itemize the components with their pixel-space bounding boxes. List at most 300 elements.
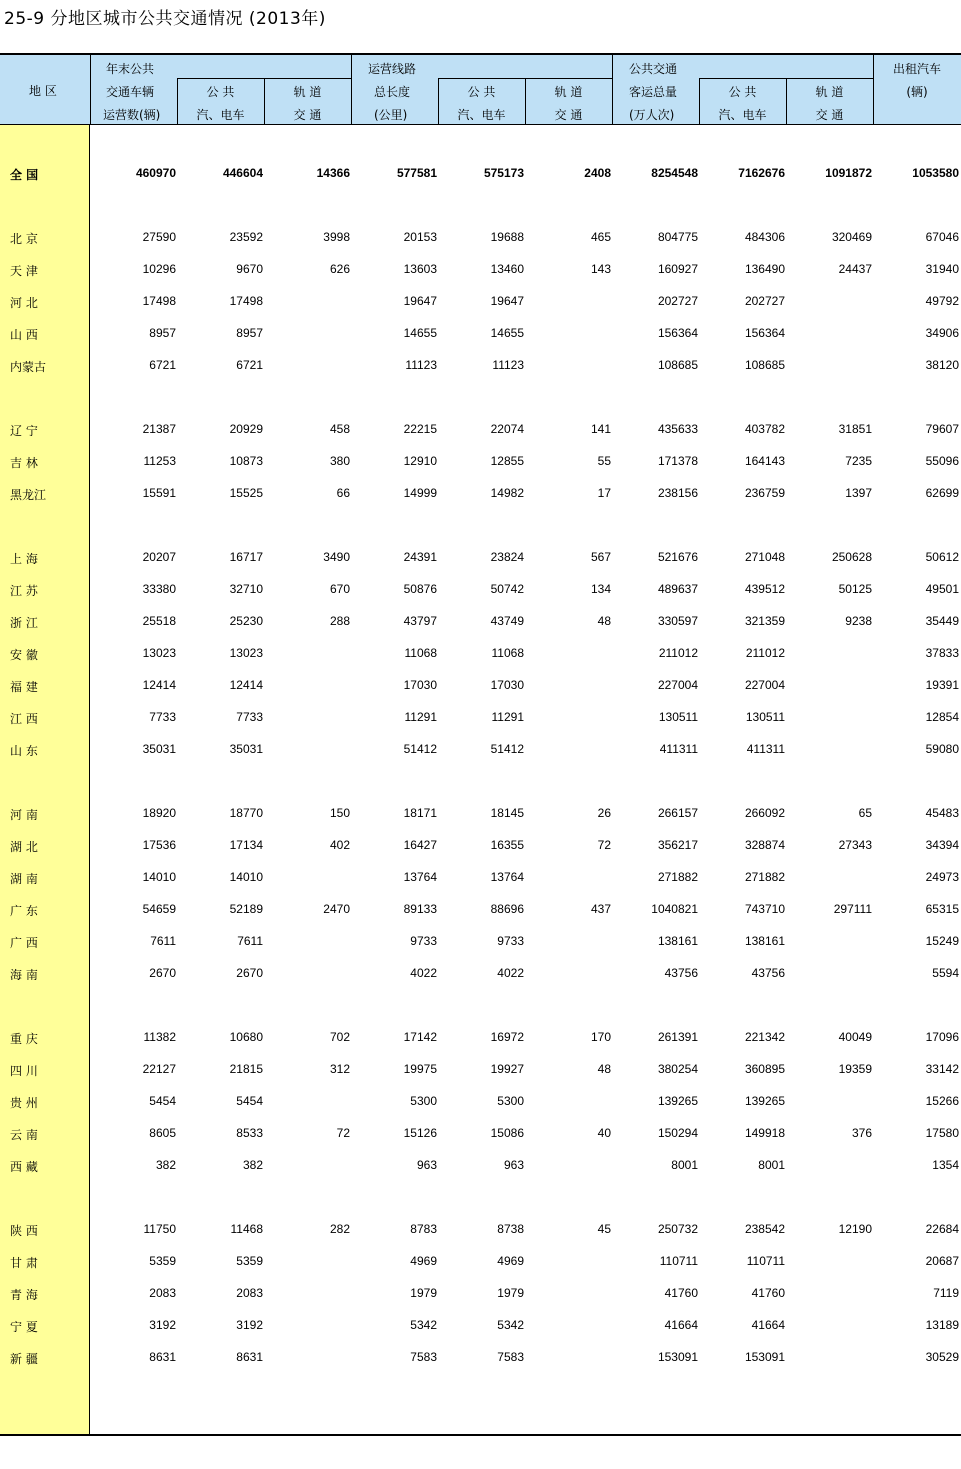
row-value: 743710: [744, 902, 785, 916]
row-region: 内蒙古: [10, 360, 47, 374]
row-value: 356217: [657, 838, 698, 852]
row-value: 14010: [229, 870, 263, 884]
row-value: 72: [597, 838, 611, 852]
row-region: 吉 林: [10, 456, 38, 470]
row-value: 9670: [236, 262, 263, 276]
row-value: 40049: [838, 1030, 872, 1044]
row-value: 15249: [925, 934, 959, 948]
row-value: 32710: [229, 582, 263, 596]
row-value: 626: [329, 262, 350, 276]
row-value: 5594: [932, 966, 959, 980]
row-value: 11253: [143, 454, 176, 468]
row-value: 1053580: [912, 166, 959, 180]
header-vehicles-rail-l2: 交 通: [293, 108, 322, 122]
row-value: 50876: [403, 582, 437, 596]
row-value: 11068: [404, 646, 437, 660]
row-value: 4969: [410, 1254, 437, 1268]
row-value: 5300: [410, 1094, 437, 1108]
row-value: 13603: [403, 262, 437, 276]
header-vehicles-line1: 年末公共: [106, 62, 155, 76]
row-value: 10873: [229, 454, 263, 468]
row-region: 湖 南: [10, 872, 38, 886]
row-value: 19647: [403, 294, 437, 308]
row-value: 13460: [490, 262, 524, 276]
row-value: 439512: [744, 582, 785, 596]
table-row: [0, 1028, 961, 1048]
row-value: 330597: [657, 614, 698, 628]
row-value: 45483: [925, 806, 959, 820]
row-value: 138161: [744, 934, 785, 948]
row-value: 18145: [490, 806, 524, 820]
row-value: 35031: [229, 742, 263, 756]
row-value: 211012: [658, 646, 698, 660]
header-passengers-line2: 客运总量: [629, 85, 678, 99]
header-vehicles-line3: 运营数(辆): [103, 108, 161, 122]
row-value: 437: [590, 902, 611, 916]
row-region: 陕 西: [10, 1224, 38, 1238]
row-value: 33380: [142, 582, 176, 596]
table-row: [0, 580, 961, 600]
header-taxis-line1: 出租汽车: [892, 62, 941, 76]
row-value: 18770: [229, 806, 263, 820]
row-region: 安 徽: [10, 648, 38, 662]
row-value: 227004: [657, 678, 698, 692]
row-region: 山 东: [10, 744, 38, 758]
table-row: [0, 1220, 961, 1240]
row-value: 23824: [490, 550, 524, 564]
row-value: 170: [590, 1030, 611, 1044]
row-value: 10296: [142, 262, 176, 276]
row-value: 35449: [925, 614, 959, 628]
row-value: 24391: [403, 550, 437, 564]
row-value: 14655: [490, 326, 524, 340]
table-row: [0, 228, 961, 248]
row-value: 8631: [236, 1350, 263, 1364]
table-row: [0, 420, 961, 440]
table-row: [0, 1060, 961, 1080]
table-row: [0, 452, 961, 472]
row-value: 7733: [236, 710, 263, 724]
row-value: 5359: [236, 1254, 263, 1268]
row-value: 380254: [657, 1062, 698, 1076]
row-value: 15591: [142, 486, 176, 500]
table-row: [0, 708, 961, 728]
row-value: 2408: [584, 166, 611, 180]
row-value: 489637: [657, 582, 698, 596]
row-value: 4022: [410, 966, 437, 980]
table-row: [0, 612, 961, 632]
row-value: 460970: [135, 166, 176, 180]
row-value: 236759: [744, 486, 785, 500]
header-routes-rail-l2: 交 通: [554, 108, 583, 122]
row-region: 广 东: [10, 904, 38, 918]
row-value: 25518: [142, 614, 176, 628]
row-value: 40: [597, 1126, 611, 1140]
row-value: 30529: [925, 1350, 959, 1364]
row-value: 8254548: [651, 166, 698, 180]
table-row: [0, 932, 961, 952]
header-taxis-line2: (辆): [906, 85, 928, 99]
row-value: 8533: [236, 1126, 263, 1140]
row-value: 23592: [229, 230, 263, 244]
row-value: 320469: [831, 230, 872, 244]
table-row: [0, 964, 961, 984]
row-value: 12854: [925, 710, 959, 724]
row-value: 435633: [657, 422, 698, 436]
row-value: 150: [329, 806, 350, 820]
row-value: 17142: [403, 1030, 437, 1044]
row-value: 8631: [149, 1350, 176, 1364]
row-value: 41664: [751, 1318, 785, 1332]
row-value: 521676: [657, 550, 698, 564]
row-value: 8957: [149, 326, 176, 340]
row-value: 11291: [404, 710, 437, 724]
row-value: 153091: [744, 1350, 785, 1364]
row-value: 5359: [149, 1254, 176, 1268]
row-value: 141: [590, 422, 611, 436]
row-value: 138161: [657, 934, 698, 948]
row-value: 15266: [925, 1094, 959, 1108]
table-row: [0, 900, 961, 920]
row-value: 17580: [925, 1126, 959, 1140]
row-region: 广 西: [10, 936, 38, 950]
row-value: 14655: [403, 326, 437, 340]
row-value: 12910: [403, 454, 437, 468]
row-value: 8957: [236, 326, 263, 340]
row-value: 4022: [497, 966, 524, 980]
row-value: 458: [329, 422, 350, 436]
row-value: 33142: [925, 1062, 959, 1076]
row-value: 15126: [403, 1126, 437, 1140]
row-value: 48: [597, 614, 611, 628]
row-value: 411311: [746, 742, 785, 756]
row-value: 24973: [925, 870, 959, 884]
row-region: 辽 宁: [10, 424, 38, 438]
row-value: 17096: [925, 1030, 959, 1044]
row-region: 贵 州: [10, 1096, 38, 1110]
row-value: 110711: [659, 1254, 698, 1268]
row-value: 8738: [497, 1222, 524, 1236]
table-row: [0, 868, 961, 888]
row-value: 143: [590, 262, 611, 276]
row-region: 上 海: [10, 552, 38, 566]
row-value: 13023: [229, 646, 263, 660]
row-value: 22074: [490, 422, 524, 436]
row-value: 16355: [490, 838, 524, 852]
header-vehicles-rail-l1: 轨 道: [293, 85, 322, 99]
row-value: 17: [597, 486, 611, 500]
row-value: 380: [329, 454, 350, 468]
row-value: 12414: [142, 678, 176, 692]
table-row: [0, 1092, 961, 1112]
row-value: 130511: [745, 710, 785, 724]
row-value: 5342: [497, 1318, 524, 1332]
row-value: 11750: [143, 1222, 176, 1236]
row-value: 1091872: [825, 166, 872, 180]
row-value: 130511: [658, 710, 698, 724]
row-value: 20929: [229, 422, 263, 436]
row-value: 11468: [230, 1222, 263, 1236]
row-value: 963: [416, 1158, 437, 1172]
row-value: 62699: [925, 486, 959, 500]
row-value: 5300: [497, 1094, 524, 1108]
row-value: 41760: [664, 1286, 698, 1300]
row-value: 34906: [925, 326, 959, 340]
row-value: 48: [597, 1062, 611, 1076]
row-value: 16427: [403, 838, 437, 852]
row-value: 2083: [236, 1286, 263, 1300]
row-value: 15086: [490, 1126, 524, 1140]
row-value: 7162676: [738, 166, 785, 180]
row-value: 19688: [490, 230, 524, 244]
table-row: [0, 1156, 961, 1176]
row-value: 19927: [490, 1062, 524, 1076]
row-value: 38120: [925, 358, 959, 372]
header-vehicles-bus-l1: 公 共: [206, 85, 235, 99]
row-value: 271048: [744, 550, 785, 564]
row-value: 7611: [237, 934, 263, 948]
row-value: 465: [590, 230, 611, 244]
row-value: 49501: [925, 582, 959, 596]
row-value: 10680: [229, 1030, 263, 1044]
header-region: 地 区: [29, 84, 57, 98]
row-value: 9733: [410, 934, 437, 948]
row-value: 43756: [751, 966, 785, 980]
row-value: 1354: [932, 1158, 959, 1172]
row-value: 54659: [142, 902, 176, 916]
table-row: [0, 836, 961, 856]
row-value: 446604: [222, 166, 263, 180]
table-row: [0, 1124, 961, 1144]
row-value: 31851: [838, 422, 872, 436]
row-value: 11382: [143, 1030, 176, 1044]
row-value: 2670: [236, 966, 263, 980]
row-value: 3490: [323, 550, 350, 564]
header-passengers-line1: 公共交通: [629, 62, 678, 76]
row-value: 250628: [831, 550, 872, 564]
header-vehicles-bus-l2: 汽、电车: [196, 108, 245, 122]
row-value: 19647: [490, 294, 524, 308]
table-row: [0, 484, 961, 504]
row-value: 271882: [744, 870, 785, 884]
row-value: 11123: [492, 358, 524, 372]
row-value: 9238: [845, 614, 872, 628]
row-value: 18171: [403, 806, 437, 820]
row-value: 484306: [744, 230, 785, 244]
row-value: 5454: [236, 1094, 263, 1108]
row-value: 43756: [664, 966, 698, 980]
row-region: 河 北: [10, 296, 38, 310]
row-value: 8783: [410, 1222, 437, 1236]
row-value: 1040821: [651, 902, 698, 916]
row-value: 261391: [657, 1030, 698, 1044]
row-value: 238542: [744, 1222, 785, 1236]
row-value: 17498: [142, 294, 176, 308]
row-value: 14982: [490, 486, 524, 500]
row-value: 72: [336, 1126, 350, 1140]
header-routes-line1: 运营线路: [368, 62, 417, 76]
row-value: 13023: [142, 646, 176, 660]
row-value: 376: [851, 1126, 872, 1140]
row-value: 156364: [657, 326, 698, 340]
row-value: 34394: [925, 838, 959, 852]
row-value: 288: [329, 614, 350, 628]
header-rule: [438, 78, 612, 79]
header-routes-rail-l1: 轨 道: [554, 85, 583, 99]
header-routes-bus-l1: 公 共: [467, 85, 496, 99]
row-value: 2670: [149, 966, 176, 980]
row-value: 16717: [229, 550, 263, 564]
header-routes-line3: (公里): [374, 108, 408, 122]
row-value: 5454: [149, 1094, 176, 1108]
row-value: 52189: [229, 902, 263, 916]
row-region: 山 西: [10, 328, 38, 342]
table-row: [0, 356, 961, 376]
row-value: 19359: [838, 1062, 872, 1076]
row-value: 11068: [491, 646, 524, 660]
row-value: 59080: [925, 742, 959, 756]
row-value: 134: [590, 582, 611, 596]
row-value: 13764: [403, 870, 437, 884]
table-bottom-rule: [0, 1434, 961, 1436]
row-value: 8001: [671, 1158, 698, 1172]
row-value: 150294: [657, 1126, 698, 1140]
row-value: 14999: [403, 486, 437, 500]
row-region: 青 海: [10, 1288, 38, 1302]
table-row: [0, 1316, 961, 1336]
row-value: 50612: [925, 550, 959, 564]
row-value: 22127: [142, 1062, 176, 1076]
row-value: 51412: [490, 742, 524, 756]
row-value: 160927: [657, 262, 698, 276]
row-value: 238156: [657, 486, 698, 500]
header-rule: [699, 78, 873, 79]
table-row: [0, 292, 961, 312]
row-value: 17134: [229, 838, 263, 852]
row-value: 12855: [490, 454, 524, 468]
table-header: [0, 55, 961, 125]
row-value: 702: [329, 1030, 350, 1044]
row-value: 2470: [323, 902, 350, 916]
row-value: 66: [336, 486, 350, 500]
row-value: 8605: [149, 1126, 176, 1140]
row-region: 全 国: [10, 168, 39, 182]
row-value: 67046: [925, 230, 959, 244]
row-value: 13189: [925, 1318, 959, 1332]
row-value: 360895: [744, 1062, 785, 1076]
row-value: 963: [503, 1158, 524, 1172]
row-value: 567: [590, 550, 611, 564]
row-value: 50125: [838, 582, 872, 596]
table-row: [0, 260, 961, 280]
row-value: 577581: [396, 166, 437, 180]
row-value: 9733: [497, 934, 524, 948]
page-title: 25-9 分地区城市公共交通情况 (2013年): [4, 9, 326, 29]
header-passengers-rail-l1: 轨 道: [815, 85, 844, 99]
row-value: 15525: [229, 486, 263, 500]
header-routes-line2: 总长度: [374, 85, 411, 99]
row-region: 重 庆: [10, 1032, 38, 1046]
row-value: 202727: [744, 294, 785, 308]
header-routes-bus-l2: 汽、电车: [457, 108, 506, 122]
row-value: 89133: [403, 902, 437, 916]
row-value: 26: [597, 806, 611, 820]
row-value: 51412: [403, 742, 437, 756]
row-value: 321359: [744, 614, 785, 628]
row-region: 浙 江: [10, 616, 38, 630]
row-value: 55096: [925, 454, 959, 468]
row-value: 50742: [490, 582, 524, 596]
row-region: 北 京: [10, 232, 38, 246]
row-value: 12414: [229, 678, 263, 692]
row-value: 17536: [142, 838, 176, 852]
row-value: 35031: [142, 742, 176, 756]
table-row: [0, 740, 961, 760]
row-value: 153091: [657, 1350, 698, 1364]
row-value: 402: [329, 838, 350, 852]
row-value: 22215: [403, 422, 437, 436]
row-value: 108685: [744, 358, 785, 372]
row-value: 211012: [745, 646, 785, 660]
table-row: [0, 1348, 961, 1368]
row-region: 西 藏: [10, 1160, 38, 1174]
row-value: 411311: [659, 742, 698, 756]
row-value: 136490: [744, 262, 785, 276]
row-value: 7611: [150, 934, 176, 948]
row-value: 3192: [236, 1318, 263, 1332]
table-row-total: [0, 164, 961, 184]
row-region: 天 津: [10, 264, 38, 278]
row-value: 156364: [744, 326, 785, 340]
row-value: 312: [329, 1062, 350, 1076]
row-value: 804775: [657, 230, 698, 244]
row-value: 27590: [142, 230, 176, 244]
row-value: 164143: [744, 454, 785, 468]
row-value: 20687: [925, 1254, 959, 1268]
table-row: [0, 324, 961, 344]
row-value: 13764: [490, 870, 524, 884]
row-value: 110711: [746, 1254, 785, 1268]
row-value: 7583: [497, 1350, 524, 1364]
row-value: 139265: [744, 1094, 785, 1108]
row-value: 18920: [142, 806, 176, 820]
row-region: 江 苏: [10, 584, 38, 598]
row-value: 250732: [657, 1222, 698, 1236]
row-region: 海 南: [10, 968, 38, 982]
row-value: 27343: [838, 838, 872, 852]
row-value: 79607: [925, 422, 959, 436]
row-value: 202727: [657, 294, 698, 308]
row-value: 7119: [933, 1286, 959, 1300]
row-region: 四 川: [10, 1064, 38, 1078]
row-value: 22684: [925, 1222, 959, 1236]
row-value: 6721: [149, 358, 176, 372]
row-value: 7583: [410, 1350, 437, 1364]
row-value: 4969: [497, 1254, 524, 1268]
row-value: 3192: [149, 1318, 176, 1332]
row-region: 新 疆: [10, 1352, 38, 1366]
row-value: 19391: [925, 678, 959, 692]
row-value: 282: [329, 1222, 350, 1236]
row-value: 21387: [142, 422, 176, 436]
row-value: 171378: [657, 454, 698, 468]
row-value: 149918: [744, 1126, 785, 1140]
row-value: 14366: [316, 166, 350, 180]
row-value: 20153: [403, 230, 437, 244]
row-region: 云 南: [10, 1128, 38, 1142]
row-value: 8001: [758, 1158, 785, 1172]
row-value: 41760: [751, 1286, 785, 1300]
